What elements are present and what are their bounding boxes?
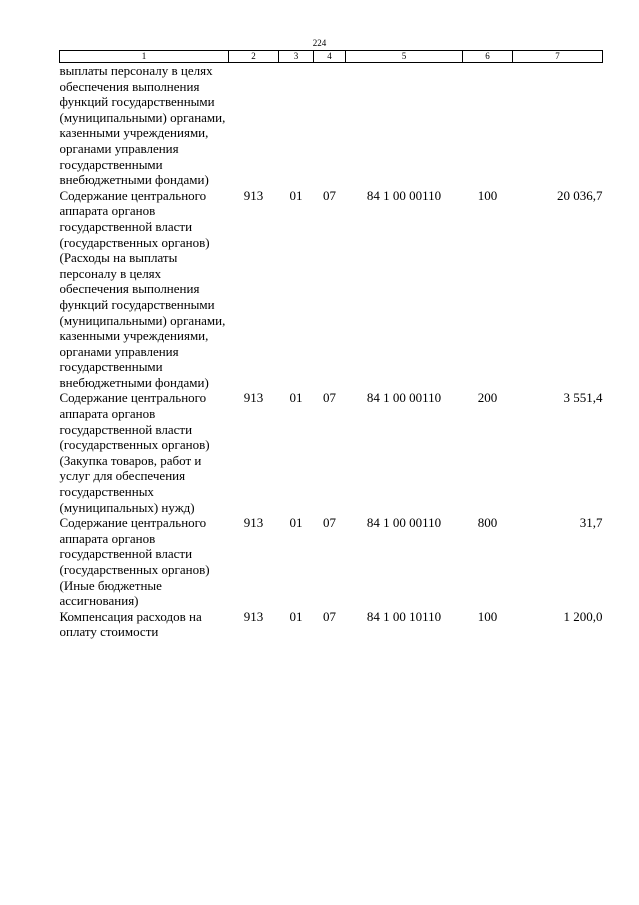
row-rz: 01 [289, 608, 303, 624]
row-ved: 913 [243, 608, 264, 624]
row-pr: 07 [323, 187, 336, 203]
page-number: 224 [312, 38, 327, 48]
table-row [60, 188, 603, 391]
header-row [60, 51, 603, 63]
row-vr: 200 [477, 390, 498, 406]
row-csr: 84 1 00 00110 [366, 390, 442, 406]
row-csr: 84 1 00 00110 [366, 515, 442, 531]
row-csr: 84 1 00 10110 [366, 608, 442, 624]
row-ved: 913 [243, 187, 264, 203]
row-vr: 800 [477, 515, 498, 531]
row-ved: 913 [243, 390, 264, 406]
row-ved [229, 63, 279, 188]
header-col-2: 2 [229, 51, 279, 63]
row-rz: 01 [289, 187, 303, 203]
table-row [60, 390, 603, 515]
header-col-5: 5 [346, 51, 463, 63]
row-description: Содержание центрального аппарата органов государственной власти (государственных органов) (Иные бюджетные ассигнования) [59, 515, 210, 609]
row-ved: 913 [243, 515, 264, 531]
header-col-7: 7 [513, 51, 603, 63]
row-pr [314, 63, 346, 188]
row-csr [346, 63, 463, 188]
row-csr: 84 1 00 00110 [366, 187, 442, 203]
header-col-1: 1 [60, 51, 229, 63]
row-description: Содержание центрального аппарата органов государственной власти (государственных органов) (Расходы на выплаты персоналу в целях обеспечения выполнения функций государственными (муниципальными) органами, казенными учреждениями, органами управления государственными внебюджетными фондами) [59, 187, 226, 390]
row-vr: 100 [477, 187, 498, 203]
header-col-4: 4 [314, 51, 346, 63]
row-sum: 20 036,7 [557, 187, 603, 203]
row-rz: 01 [289, 515, 303, 531]
row-vr: 100 [477, 608, 498, 624]
row-sum: 3 551,4 [563, 390, 603, 406]
table-row [60, 63, 603, 188]
row-pr: 07 [323, 390, 336, 406]
row-description: Компенсация расходов на оплату стоимости [59, 608, 202, 640]
table-header [60, 51, 603, 63]
row-sum [513, 63, 603, 188]
table-body [60, 63, 603, 640]
row-description: выплаты персоналу в целях обеспечения выполнения функций государственными (муниципальными) органами, казенными учреждениями, органами управления государственными внебюджетными фондами) [59, 63, 226, 188]
table-row [60, 515, 603, 609]
row-rz: 01 [289, 390, 303, 406]
header-col-3: 3 [279, 51, 314, 63]
row-description: Содержание центрального аппарата органов государственной власти (государственных органов) (Закупка товаров, работ и услуг для обеспечения государственных (муниципальных) нужд) [59, 390, 210, 515]
budget-table [59, 50, 603, 640]
row-vr [463, 63, 513, 188]
table-row [60, 609, 603, 640]
row-pr: 07 [323, 515, 336, 531]
row-sum: 1 200,0 [563, 608, 603, 624]
row-pr: 07 [323, 608, 336, 624]
row-rz [279, 63, 314, 188]
header-col-6: 6 [463, 51, 513, 63]
row-sum: 31,7 [579, 515, 603, 531]
